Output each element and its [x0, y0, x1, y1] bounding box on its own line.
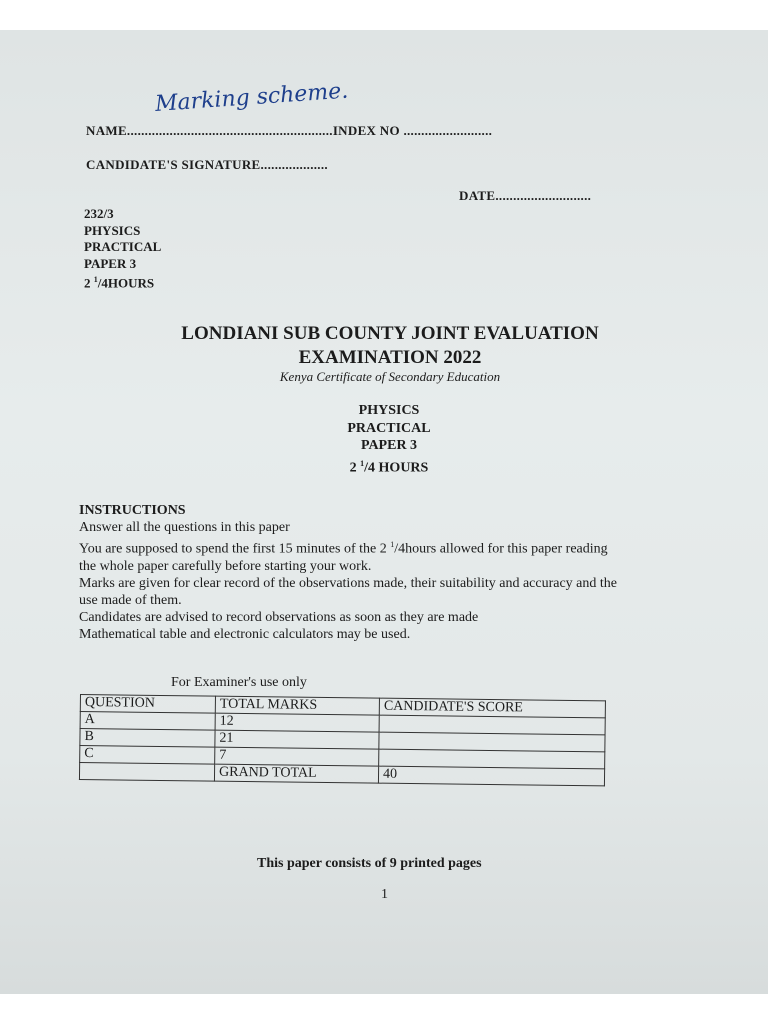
cell-total-marks: 7 — [215, 747, 379, 766]
date-label: DATE — [459, 188, 496, 203]
cell-question — [79, 763, 214, 782]
paper-meta — [84, 206, 161, 292]
paper-subject: PHYSICS — [84, 222, 141, 238]
instruction-line: the whole paper carefully before starting your work. — [79, 558, 372, 574]
paper-duration: 2 $^1$/4HOURS — [84, 275, 155, 291]
subject-block — [0, 402, 768, 477]
signature-field — [86, 157, 328, 173]
instruction-line: Mathematical table and electronic calculators may be used. — [79, 626, 411, 642]
header-question: QUESTION — [80, 695, 215, 714]
header-total-marks: TOTAL MARKS — [215, 696, 379, 715]
instructions — [79, 502, 617, 643]
date-field — [459, 188, 591, 204]
handwritten-name: Marking scheme. — [154, 78, 349, 117]
cell-question: C — [80, 746, 215, 765]
signature-dots: ................... — [260, 157, 328, 172]
name-dots: .................. — [126, 123, 191, 138]
signature-label: CANDIDATE'S SIGNATURE — [86, 157, 261, 172]
exam-title-line2: EXAMINATION 2022 — [298, 347, 482, 368]
subject-type: PRACTICAL — [347, 420, 431, 436]
cell-total-marks: GRAND TOTAL — [214, 764, 378, 783]
paper-number: PAPER 3 — [84, 255, 137, 271]
date-dots: ........................... — [495, 188, 592, 203]
name-field — [86, 123, 492, 139]
header-candidate-score: CANDIDATE'S SCORE — [379, 698, 605, 718]
instruction-line: Candidates are advised to record observations as soon as they are made — [79, 609, 479, 625]
exam-paper — [0, 30, 768, 994]
name-dots: ........................................ — [190, 123, 333, 138]
paper-type: PRACTICAL — [84, 239, 162, 254]
examiner-table-caption: For Examiner's use only — [171, 675, 307, 690]
instruction-line: You are supposed to spend the first 15 minutes of the 2 $^1$/4hours allowed for this paper reading — [79, 540, 608, 557]
subject-duration: 2 $^1$/4 HOURS — [349, 458, 429, 476]
subject-paper: PAPER 3 — [360, 438, 418, 453]
cell-question: A — [80, 712, 215, 731]
paper-code: 232/3 — [84, 206, 114, 221]
cell-candidate-score: 40 — [378, 766, 604, 786]
exam-title-line1: LONDIANI SUB COUNTY JOINT EVALUATION — [181, 323, 599, 344]
name-label: NAME — [86, 123, 127, 138]
instructions-heading: INSTRUCTIONS — [79, 503, 186, 518]
index-dots: ......................... — [403, 123, 493, 138]
index-label: INDEX NO — [332, 123, 400, 138]
instruction-line: use made of them. — [79, 592, 182, 608]
instruction-line: Answer all the questions in this paper — [79, 520, 290, 535]
examiner-table — [79, 694, 606, 786]
page-number: 1 — [381, 887, 388, 902]
cell-total-marks: 12 — [215, 713, 379, 732]
exam-subtitle: Kenya Certificate of Secondary Education — [279, 369, 501, 384]
instruction-line: Marks are given for clear record of the observations made, their suitability and accuracy and the — [79, 575, 618, 591]
pages-note: This paper consists of 9 printed pages — [257, 856, 482, 871]
subject-name: PHYSICS — [358, 403, 420, 418]
cell-total-marks: 21 — [215, 730, 379, 749]
cell-question: B — [80, 729, 215, 748]
